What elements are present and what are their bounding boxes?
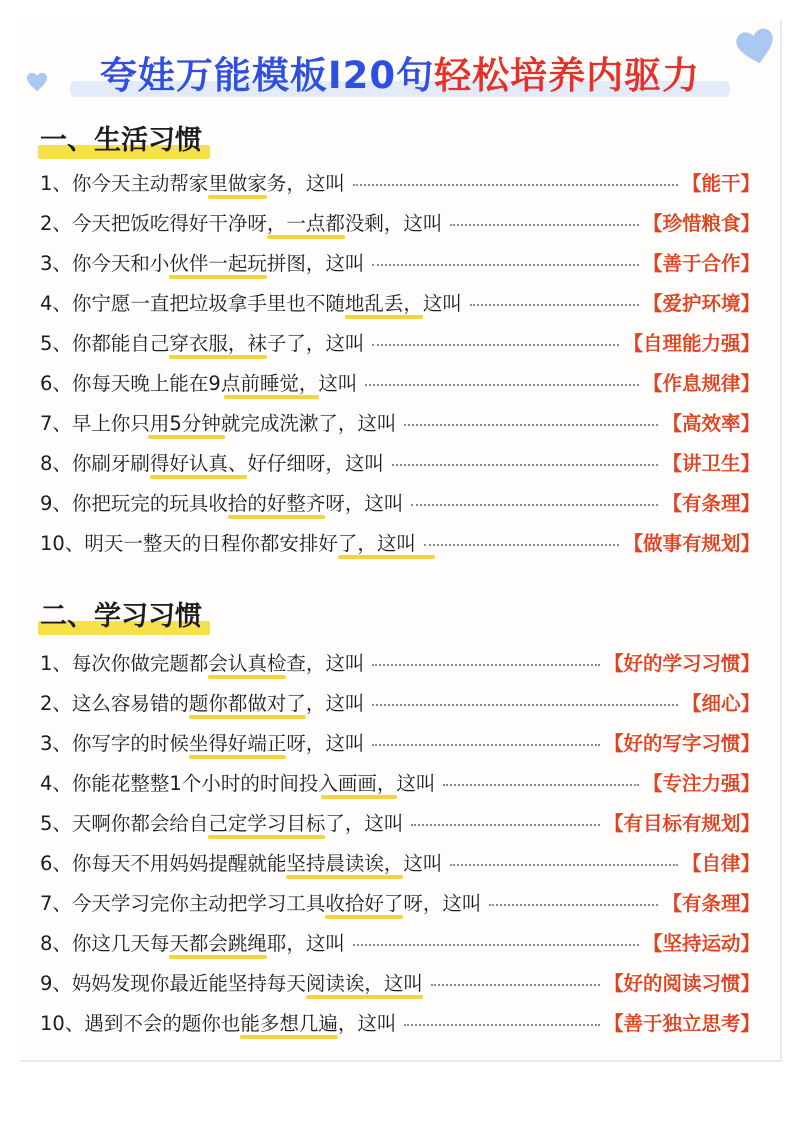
item-text: 你写字的时候坐得好端正呀，这叫 [72,728,365,756]
list-item [40,964,760,1000]
leader-dots [470,304,639,306]
item-tag: 【高效率】 [662,412,760,435]
item-underline [169,955,267,959]
item-text: 每次你做完题都会认真检查，这叫 [72,648,365,676]
list-item [40,1004,760,1040]
item-underline [345,315,423,319]
item-number: 3、 [40,252,72,275]
item-underline [325,915,403,919]
item-number: 10、 [40,1012,85,1035]
item-number: 10、 [40,532,85,555]
item-tag: 【讲卫生】 [662,452,760,475]
item-underline [286,875,403,879]
leader-dots [372,664,600,666]
item-number: 9、 [40,492,72,515]
item-number: 2、 [40,212,72,235]
item-underline [306,995,423,999]
item-text: 你把玩完的玩具收拾的好整齐呀，这叫 [72,488,404,516]
item-tag: 【坚持运动】 [642,932,760,955]
item-number: 4、 [40,292,72,315]
item-tag: 【细心】 [681,692,760,715]
item-tag: 【爱护环境】 [642,292,760,315]
leader-dots [365,384,639,386]
leader-dots [404,1024,600,1026]
item-tag: 【有目标有规划】 [603,812,760,835]
item-tag: 【好的写字习惯】 [603,732,760,755]
item-text: 今天学习完你主动把学习工具收拾好了呀，这叫 [72,888,482,916]
list-item [40,804,760,840]
leader-dots [372,264,639,266]
list-item [40,764,760,800]
item-tag: 【珍惜粮食】 [642,212,760,235]
item-text: 你都能自己穿衣服，袜子了，这叫 [72,328,365,356]
item-tag: 【自律】 [681,852,760,875]
item-underline [208,195,267,199]
leader-dots [404,424,658,426]
item-text: 你刷牙刷得好认真、好仔细呀，这叫 [72,448,384,476]
item-underline [208,675,286,679]
item-tag: 【好的学习习惯】 [603,652,760,675]
item-text: 你今天主动帮家里做家务，这叫 [72,168,345,196]
item-text: 你每天不用妈妈提醒就能坚持晨读诶，这叫 [72,848,443,876]
list-item [40,844,760,880]
leader-dots [411,504,658,506]
item-text: 你宁愿一直把垃圾拿手里也不随地乱丢，这叫 [72,288,462,316]
item-underline [321,795,398,799]
list-item [40,444,760,480]
item-underline [224,395,319,399]
list-item [40,884,760,920]
item-text: 明天一整天的日程你都安排好了，这叫 [84,528,416,556]
list-item [40,684,760,720]
leader-dots [443,784,639,786]
leader-dots [424,544,620,546]
item-number: 9、 [40,972,72,995]
item-tag: 【做事有规划】 [623,532,760,555]
leader-dots [431,984,600,986]
section-title-life: 一、生活习惯 [40,121,202,161]
item-number: 5、 [40,812,72,835]
list-item [40,924,760,960]
item-underline [338,555,436,559]
item-text: 今天把饭吃得好干净呀，一点都没剩，这叫 [72,208,443,236]
leader-dots [489,904,658,906]
item-tag: 【作息规律】 [642,372,760,395]
item-text: 你能花整整1个小时的时间投入画画，这叫 [72,768,435,796]
leader-dots [411,824,600,826]
item-number: 1、 [40,652,72,675]
item-number: 3、 [40,732,72,755]
item-tag: 【有条理】 [662,492,760,515]
leader-dots [372,704,678,706]
leader-dots [450,224,639,226]
page-title [0,46,800,106]
item-text: 你每天晚上能在9点前睡觉，这叫 [72,368,357,396]
item-tag: 【善于合作】 [642,252,760,275]
leader-dots [372,744,600,746]
item-number: 1、 [40,172,72,195]
list-item [40,324,760,360]
item-underline [169,355,267,359]
item-number: 8、 [40,452,72,475]
item-text: 这么容易错的题你都做对了，这叫 [72,688,365,716]
item-number: 4、 [40,772,72,795]
section-title-study: 二、学习习惯 [40,597,202,637]
leader-dots [372,344,619,346]
item-number: 6、 [40,372,72,395]
leader-dots [450,864,678,866]
item-text: 你这几天每天都会跳绳耶，这叫 [72,928,345,956]
list-item [40,284,760,320]
item-underline [150,475,248,479]
item-tag: 【善于独立思考】 [603,1012,760,1035]
item-number: 6、 [40,852,72,875]
item-number: 7、 [40,412,72,435]
item-underline [169,275,267,279]
item-underline [228,515,326,519]
item-underline [267,235,345,239]
title-part-red: 轻松培养内驱力 [434,54,701,97]
item-number: 7、 [40,892,72,915]
item-text: 早上你只用5分钟就完成洗漱了，这叫 [72,408,396,436]
list-item [40,524,760,560]
list-item [40,644,760,680]
item-number: 5、 [40,332,72,355]
item-tag: 【自理能力强】 [623,332,760,355]
list-item [40,484,760,520]
item-underline [148,435,224,439]
item-text: 天啊你都会给自己定学习目标了，这叫 [72,808,404,836]
list-item [40,204,760,240]
title-part-blue: 夸娃万能模板I20句 [99,54,435,97]
list-item [40,404,760,440]
list-item [40,364,760,400]
item-tag: 【有条理】 [662,892,760,915]
item-number: 8、 [40,932,72,955]
item-text: 妈妈发现你最近能坚持每天阅读诶，这叫 [72,968,423,996]
item-underline [189,715,306,719]
leader-dots [353,944,639,946]
list-item [40,724,760,760]
item-underline [240,1035,338,1039]
item-text: 你今天和小伙伴一起玩拼图，这叫 [72,248,365,276]
item-tag: 【专注力强】 [642,772,760,795]
item-underline [208,835,325,839]
leader-dots [353,184,678,186]
item-text: 遇到不会的题你也能多想几遍，这叫 [84,1008,396,1036]
item-number: 2、 [40,692,72,715]
list-item [40,164,760,200]
list-item [40,244,760,280]
item-tag: 【好的阅读习惯】 [603,972,760,995]
item-underline [189,755,287,759]
item-tag: 【能干】 [681,172,760,195]
leader-dots [392,464,659,466]
